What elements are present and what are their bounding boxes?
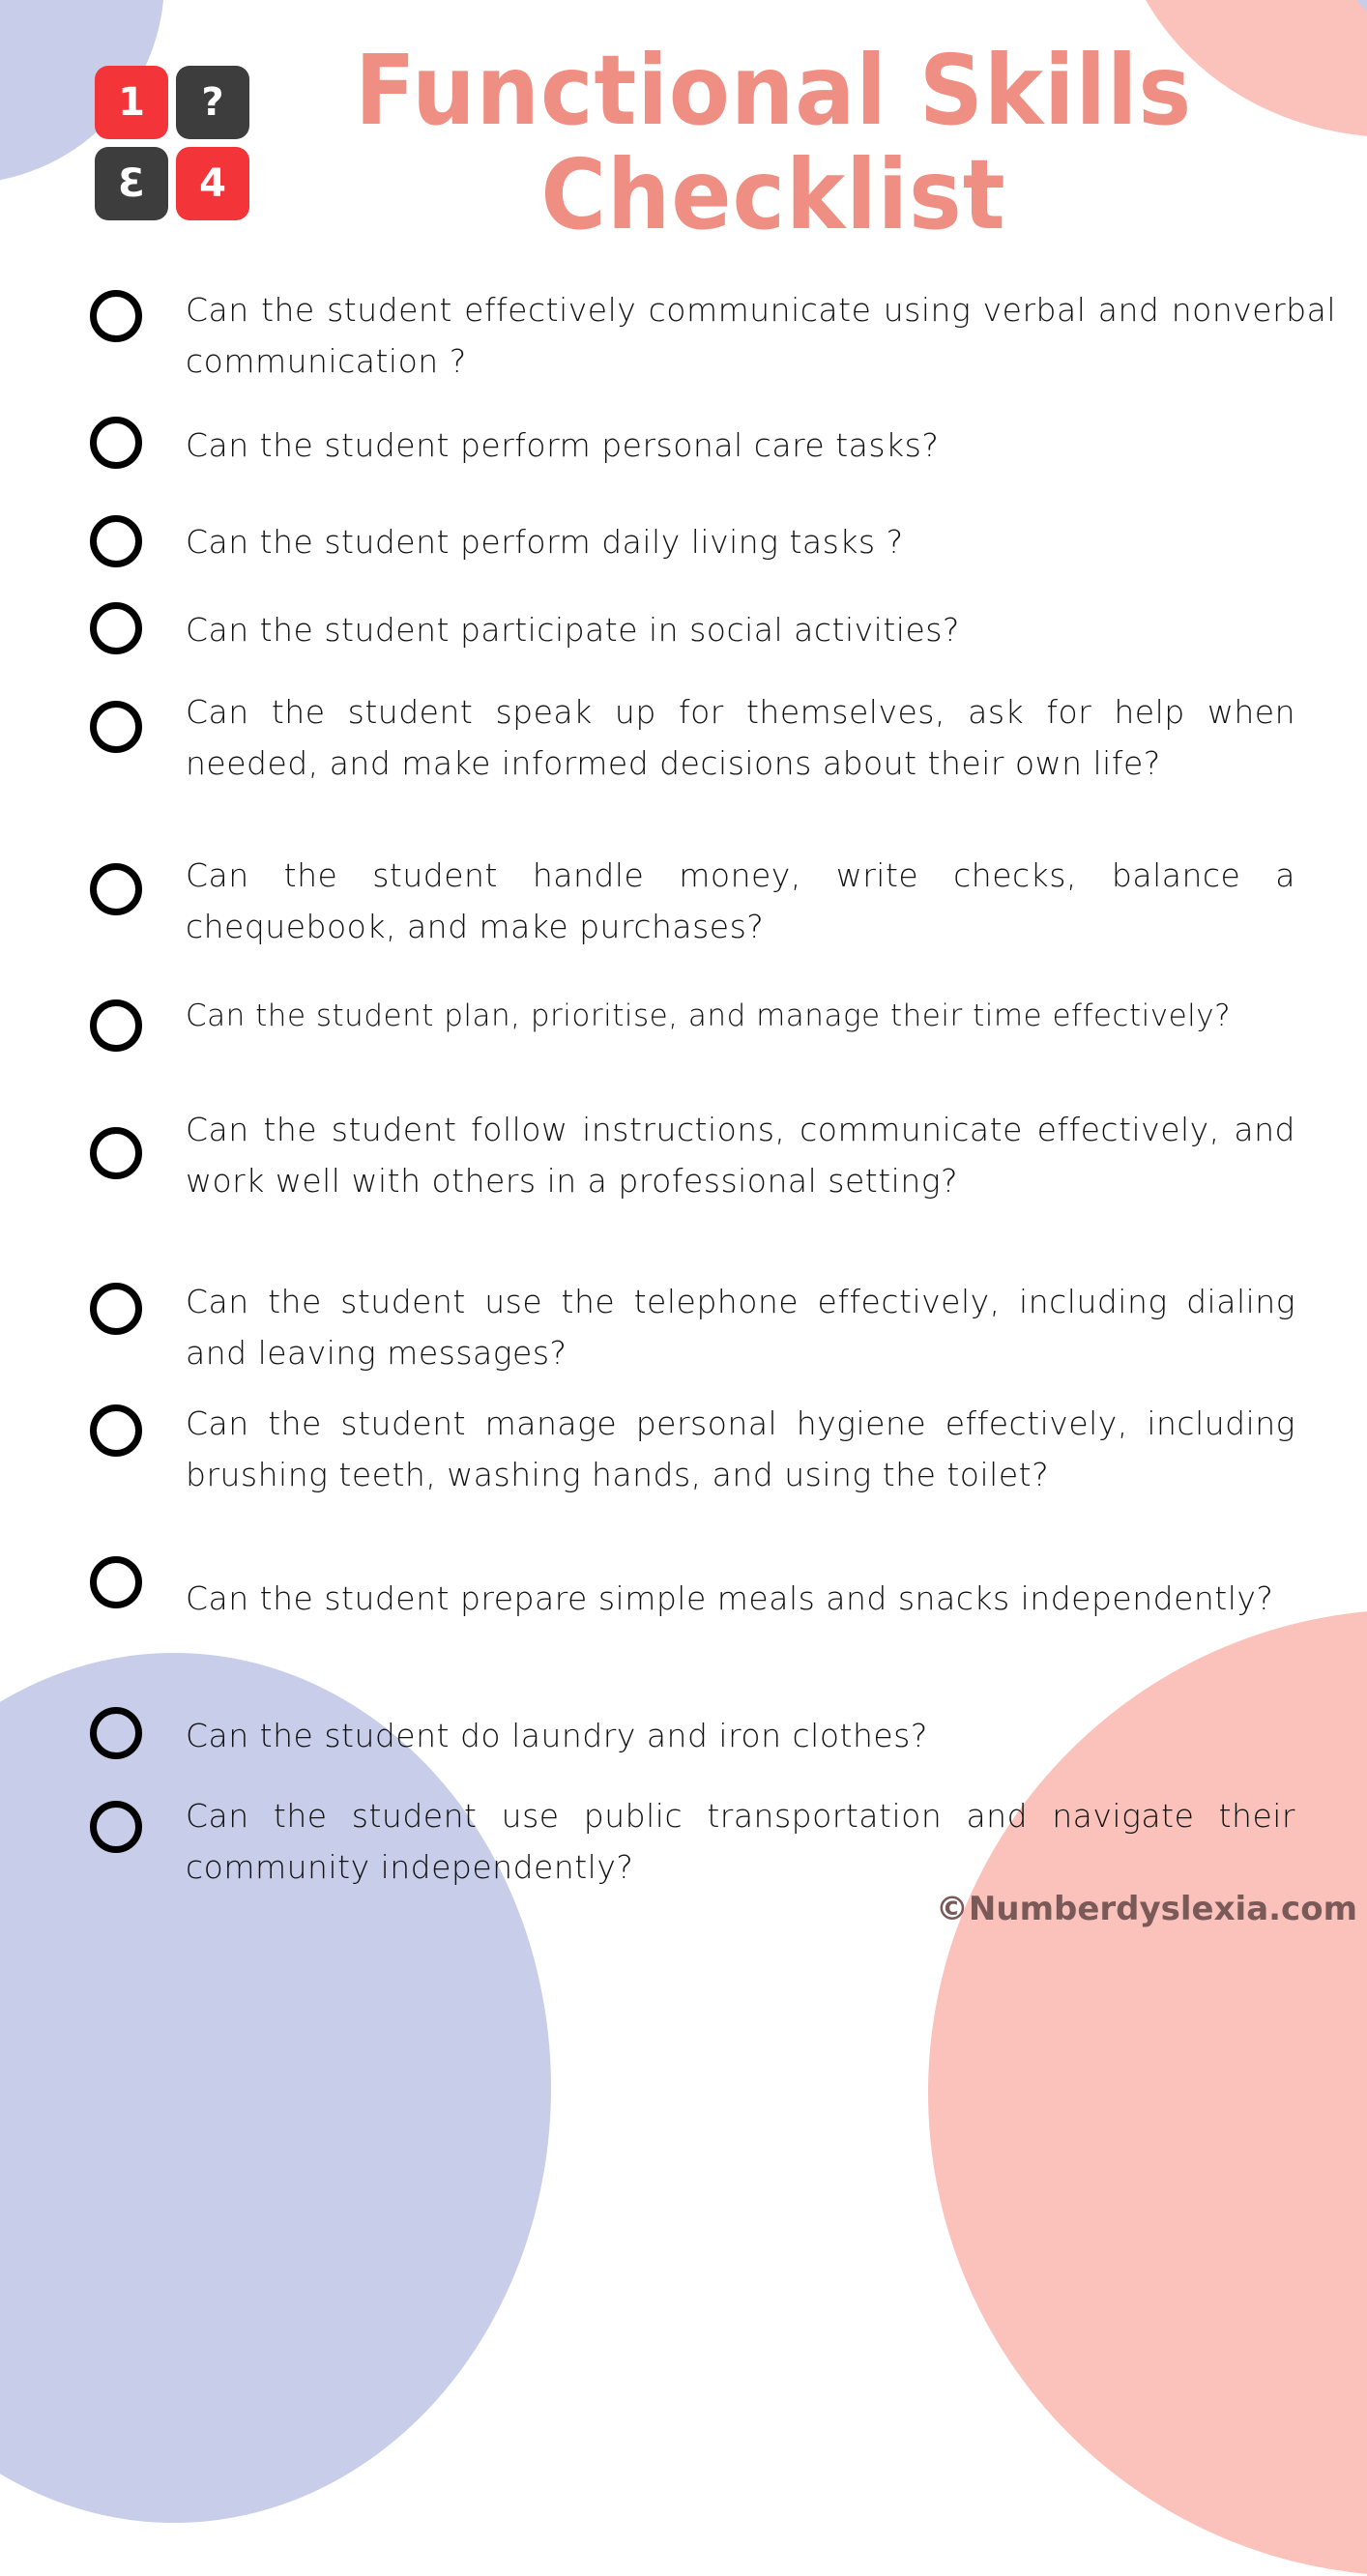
checklist-item-text: Can the student plan, prioritise, and manage their time effectively?: [186, 999, 1232, 1033]
checklist-item-text: Can the student handle money, write checks, balance a chequebook, and make purchases?: [186, 856, 1295, 945]
checklist-item-text: Can the student speak up for themselves, ask for help when needed, and make informed decisions about their own life?: [186, 693, 1295, 782]
checkbox-circle-icon[interactable]: [90, 602, 142, 654]
checkbox-circle-icon[interactable]: [90, 1127, 142, 1179]
checkbox-circle-icon[interactable]: [90, 515, 142, 567]
copyright-footer: ©Numberdyslexia.com: [935, 1890, 1357, 1928]
checklist-item-text: Can the student do laundry and iron clothes?: [186, 1717, 928, 1754]
checkbox-circle-icon[interactable]: [90, 1707, 142, 1759]
checkbox-circle-icon[interactable]: [90, 417, 142, 469]
checkbox-circle-icon[interactable]: [90, 1801, 142, 1853]
checkbox-circle-icon[interactable]: [90, 1283, 142, 1335]
logo-tile-question: ?: [176, 66, 249, 139]
checklist-item-text: Can the student use the telephone effectively, including dialing and leaving messages?: [186, 1283, 1295, 1372]
logo: [95, 66, 251, 222]
page-title: [329, 34, 1218, 251]
logo-tile-4: 4: [176, 147, 249, 220]
checklist-item-text: Can the student perform personal care tasks?: [186, 426, 940, 464]
checklist-item-text: Can the student prepare simple meals and snacks independently?: [186, 1579, 1274, 1617]
title-line-1: Functional Skills: [354, 34, 1193, 147]
checkbox-circle-icon[interactable]: [90, 290, 142, 342]
checklist-item-text: Can the student manage personal hygiene effectively, including brushing teeth, washing hands, and using the toilet?: [186, 1404, 1295, 1493]
checklist-item-text: Can the student follow instructions, communicate effectively, and work well with others in a professional setting?: [186, 1111, 1295, 1200]
checkbox-circle-icon[interactable]: [90, 999, 142, 1052]
decorative-blob-bottom-left: [0, 1653, 551, 2523]
logo-tile-reversed-3: Ɛ: [95, 147, 168, 220]
checklist-item-text: Can the student perform daily living tasks ?: [186, 523, 904, 561]
checkbox-circle-icon[interactable]: [90, 1556, 142, 1608]
checkbox-circle-icon[interactable]: [90, 701, 142, 753]
checklist-item-text: Can the student effectively communicate using verbal and nonverbal communication ?: [186, 291, 1336, 380]
checkbox-circle-icon[interactable]: [90, 1404, 142, 1457]
checklist-item-text: Can the student use public transportation and navigate their community independently?: [186, 1797, 1295, 1886]
checklist-item-text: Can the student participate in social activities?: [186, 611, 960, 649]
title-line-2: Checklist: [540, 138, 1006, 251]
checkbox-circle-icon[interactable]: [90, 863, 142, 915]
logo-tile-1: 1: [95, 66, 168, 139]
